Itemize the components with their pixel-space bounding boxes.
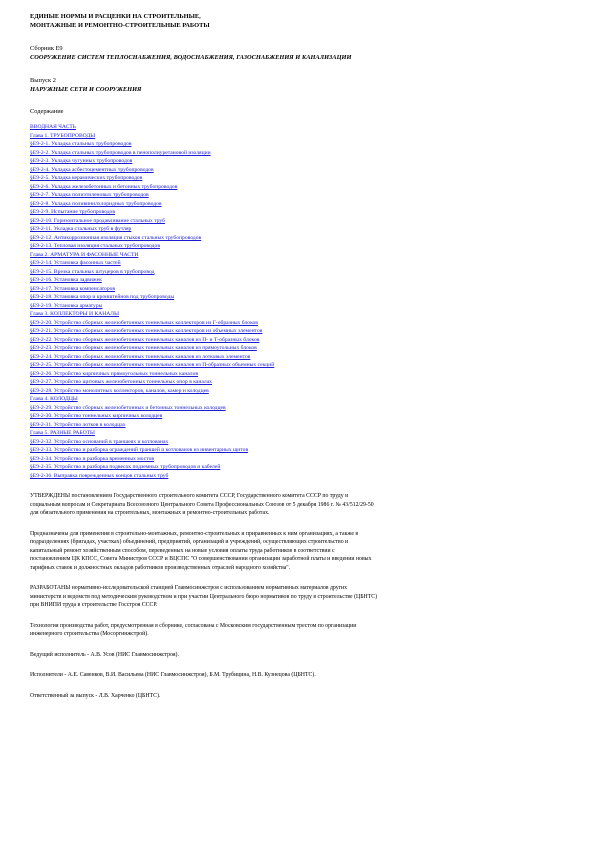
paragraph-line: РАЗРАБОТАНЫ нормативно-исследовательской станцией Главмосинжстроя с использованием нормативных материалов других [30,585,348,592]
contents-heading: Содержание [30,108,64,116]
toc-section-link[interactable]: §Е9-2-23. Устройство сборных железобетонных тоннельных каналов из прямоугольных блоков [30,345,257,352]
paragraph-line: УТВЕРЖДЕНЫ постановлением Государственного строительного комитета СССР, Государственного комитета СССР по труду и [30,493,349,500]
toc-section-link[interactable]: §Е9-2-33. Устройство и разборка ограждений траншей и котлованов из инвентарных щитов [30,447,249,454]
document-body [30,492,570,700]
paragraph-line: Технология производства работ, предусмотренная в сборнике, согласована с Московским государственным трестом по организации [30,622,357,629]
issue-title: НАРУЖНЫЕ СЕТИ И СООРУЖЕНИЯ [30,86,142,94]
toc-section-link[interactable]: §Е9-2-16. Установка задвижек [30,277,102,284]
paragraph-line: Ведущий исполнитель - А.В. Усов (НИС Главмосинжстроя). [30,651,179,658]
toc-section-link[interactable]: §Е9-2-17. Установка компенсаторов [30,285,116,292]
body-paragraph [30,622,570,639]
paragraph-line: Ответственный за выпуск - Л.В. Харченко (ЦБНТС). [30,692,161,699]
toc-section-link[interactable]: §Е9-2-9. Испытание трубопроводов [30,209,115,216]
toc-section-link[interactable]: §Е9-2-19. Установка арматуры [30,302,103,309]
table-of-contents [30,123,570,480]
paragraph-line: Исполнители - А.Е. Савенков, В.И. Васильева (НИС Главмосинжстроя), Б.М. Трубицина, Н.В. Кузнецова (ЦБНТС). [30,672,316,679]
body-paragraph [30,671,570,680]
paragraph-line: социальным вопросам и Секретариата Всесоюзного Центрального Совета Профессиональных Союзов от 5 декабря 1986 г. № 43/512/29-50 [30,501,374,508]
toc-chapter-link[interactable]: Глава 3. КОЛЛЕКТОРЫ И КАНАЛЫ [30,311,119,318]
toc-section-link[interactable]: §Е9-2-2. Укладка стальных трубопроводов в пенополиуретановой изоляции [30,149,211,156]
toc-section-link[interactable]: §Е9-2-28. Устройство монолитных коллекторов, каналов, камер и колодцев [30,387,209,394]
toc-section-link[interactable]: §Е9-2-8. Укладка поливинилхлоридных трубопроводов [30,200,162,207]
paragraph-line: постановлением ЦК КПСС, Совета Министров СССР и ВЦСПС "О совершенствовании организации заработной платы и введении новых [30,556,372,563]
collection-label: Сборник Е9 [30,44,63,52]
toc-section-link[interactable]: §Е9-2-1. Укладка стальных трубопроводов [30,141,132,148]
paragraph-line: для обязательного применения на строительных, монтажных и ремонтно-строительных работах. [30,510,270,517]
body-paragraph [30,651,570,660]
toc-section-link[interactable]: §Е9-2-20. Устройство сборных железобетонных тоннельных коллекторов из Г-образных блоков [30,319,258,326]
toc-section-link[interactable]: §Е9-2-21. Устройство сборных железобетонных тоннельных коллекторов из объемных элементов [30,328,263,335]
toc-section-link[interactable]: §Е9-2-4. Укладка асбестоцементных трубопроводов [30,166,154,173]
toc-chapter-link[interactable]: Глава 1. ТРУБОПРОВОДЫ [30,132,96,139]
toc-section-link[interactable]: §Е9-2-14. Установка фасонных частей [30,260,121,267]
toc-section-link[interactable]: §Е9-2-24. Устройство сборных железобетонных тоннельных каналов из лотковых элементов [30,353,251,360]
paragraph-line: капитальный ремонт хозяйственным способом, переведенных на новые условия оплаты труда работников в соответствии с [30,547,335,554]
paragraph-line: подразделениях (бригадах, участках) объединений, предприятий, организаций и учреждений, осуществляющих строительство и [30,539,349,546]
toc-section-link[interactable]: §Е9-2-22. Устройство сборных железобетонных тоннельных каналов из П- и Т-образных блоков [30,336,260,343]
toc-chapter-link[interactable]: Глава 5. РАЗНЫЕ РАБОТЫ [30,430,95,437]
paragraph-line: министерств и ведомств под методическим руководством и при участии Центрального бюро нормативов по труду в строительстве (ЦБНТС) [30,593,378,600]
paragraph-line: Предназначены для применения в строительно-монтажных, ремонтно-строительных и приравненных к ним организациях, а также в [30,530,359,537]
paragraph-line: тарифных ставок и должностных окладов работников производственных отраслей народного хозяйства". [30,564,291,571]
toc-section-link[interactable]: §Е9-2-36. Выправка поврежденных концов стальных труб [30,472,169,479]
toc-section-link[interactable]: §Е9-2-18. Установка опор и кронштейнов под трубопроводы [30,294,175,301]
paragraph-line: при ВНИПИ труда в строительстве Госстроя СССР. [30,602,158,609]
toc-section-link[interactable]: §Е9-2-26. Устройство кирпичных прямоугольных тоннельных каналов [30,370,199,377]
header-line-2: МОНТАЖНЫЕ И РЕМОНТНО-СТРОИТЕЛЬНЫЕ РАБОТЫ [30,22,210,30]
issue-label: Выпуск 2 [30,76,56,84]
toc-section-link[interactable]: §Е9-2-10. Горизонтальное продавливание стальных труб [30,217,165,224]
collection-title: СООРУЖЕНИЕ СИСТЕМ ТЕПЛОСНАБЖЕНИЯ, ВОДОСНАБЖЕНИЯ, ГАЗОСНАБЖЕНИЯ И КАНАЛИЗАЦИИ [30,54,352,62]
body-paragraph [30,692,570,701]
toc-section-link[interactable]: §Е9-2-15. Врезка стальных штуцеров в трубопровод [30,268,155,275]
toc-chapter-link[interactable]: ВВОДНАЯ ЧАСТЬ [30,124,77,131]
toc-section-link[interactable]: §Е9-2-34. Устройство и разборка временных мостов [30,455,155,462]
toc-section-link[interactable]: §Е9-2-32. Устройство оснований в траншеях и котлованах [30,438,169,445]
header-line-1: ЕДИНЫЕ НОРМЫ И РАСЦЕНКИ НА СТРОИТЕЛЬНЫЕ, [30,13,201,20]
toc-chapter-link[interactable]: Глава 2. АРМАТУРА И ФАСОННЫЕ ЧАСТИ [30,251,139,258]
document-page [30,12,570,712]
toc-section-link[interactable]: §Е9-2-31. Устройство лотков в колодцах [30,421,126,428]
body-paragraph [30,584,570,610]
toc-section-link[interactable]: §Е9-2-25. Устройство сборных железобетонных тоннельных каналов из П-образных объемных секций [30,362,275,369]
body-paragraph [30,530,570,573]
paragraph-line: инженерного строительства (Мосоргинжстрой). [30,631,149,638]
body-paragraph [30,492,570,518]
toc-section-link[interactable]: §Е9-2-29. Устройство сборных железобетонных и бетонных тоннельных колодцев [30,404,226,411]
toc-section-link[interactable]: §Е9-2-27. Устройство щитовых железобетонных тоннельных опор в каналах [30,379,212,386]
toc-section-link[interactable]: §Е9-2-5. Укладка керамических трубопроводов [30,175,143,182]
toc-section-link[interactable]: §Е9-2-12. Антикоррозионная изоляция стыков стальных трубопроводов [30,234,202,241]
toc-section-link[interactable]: §Е9-2-13. Тепловая изоляция стальных трубопроводов [30,243,160,250]
toc-section-link[interactable]: §Е9-2-3. Укладка чугунных трубопроводов [30,158,133,165]
toc-section-link[interactable]: §Е9-2-30. Устройство тоннельных кирпичных колодцев [30,413,163,420]
toc-section-link[interactable]: §Е9-2-11. Укладка стальных труб в футляр [30,226,132,233]
toc-section-link[interactable]: §Е9-2-7. Укладка полиэтиленовых трубопроводов [30,192,149,199]
toc-section-link[interactable]: §Е9-2-35. Устройство и разборка подвесок подземных трубопроводов и кабелей [30,464,221,471]
toc-chapter-link[interactable]: Глава 4. КОЛОДЦЫ [30,396,78,403]
toc-section-link[interactable]: §Е9-2-6. Укладка железобетонных и бетонных трубопроводов [30,183,178,190]
